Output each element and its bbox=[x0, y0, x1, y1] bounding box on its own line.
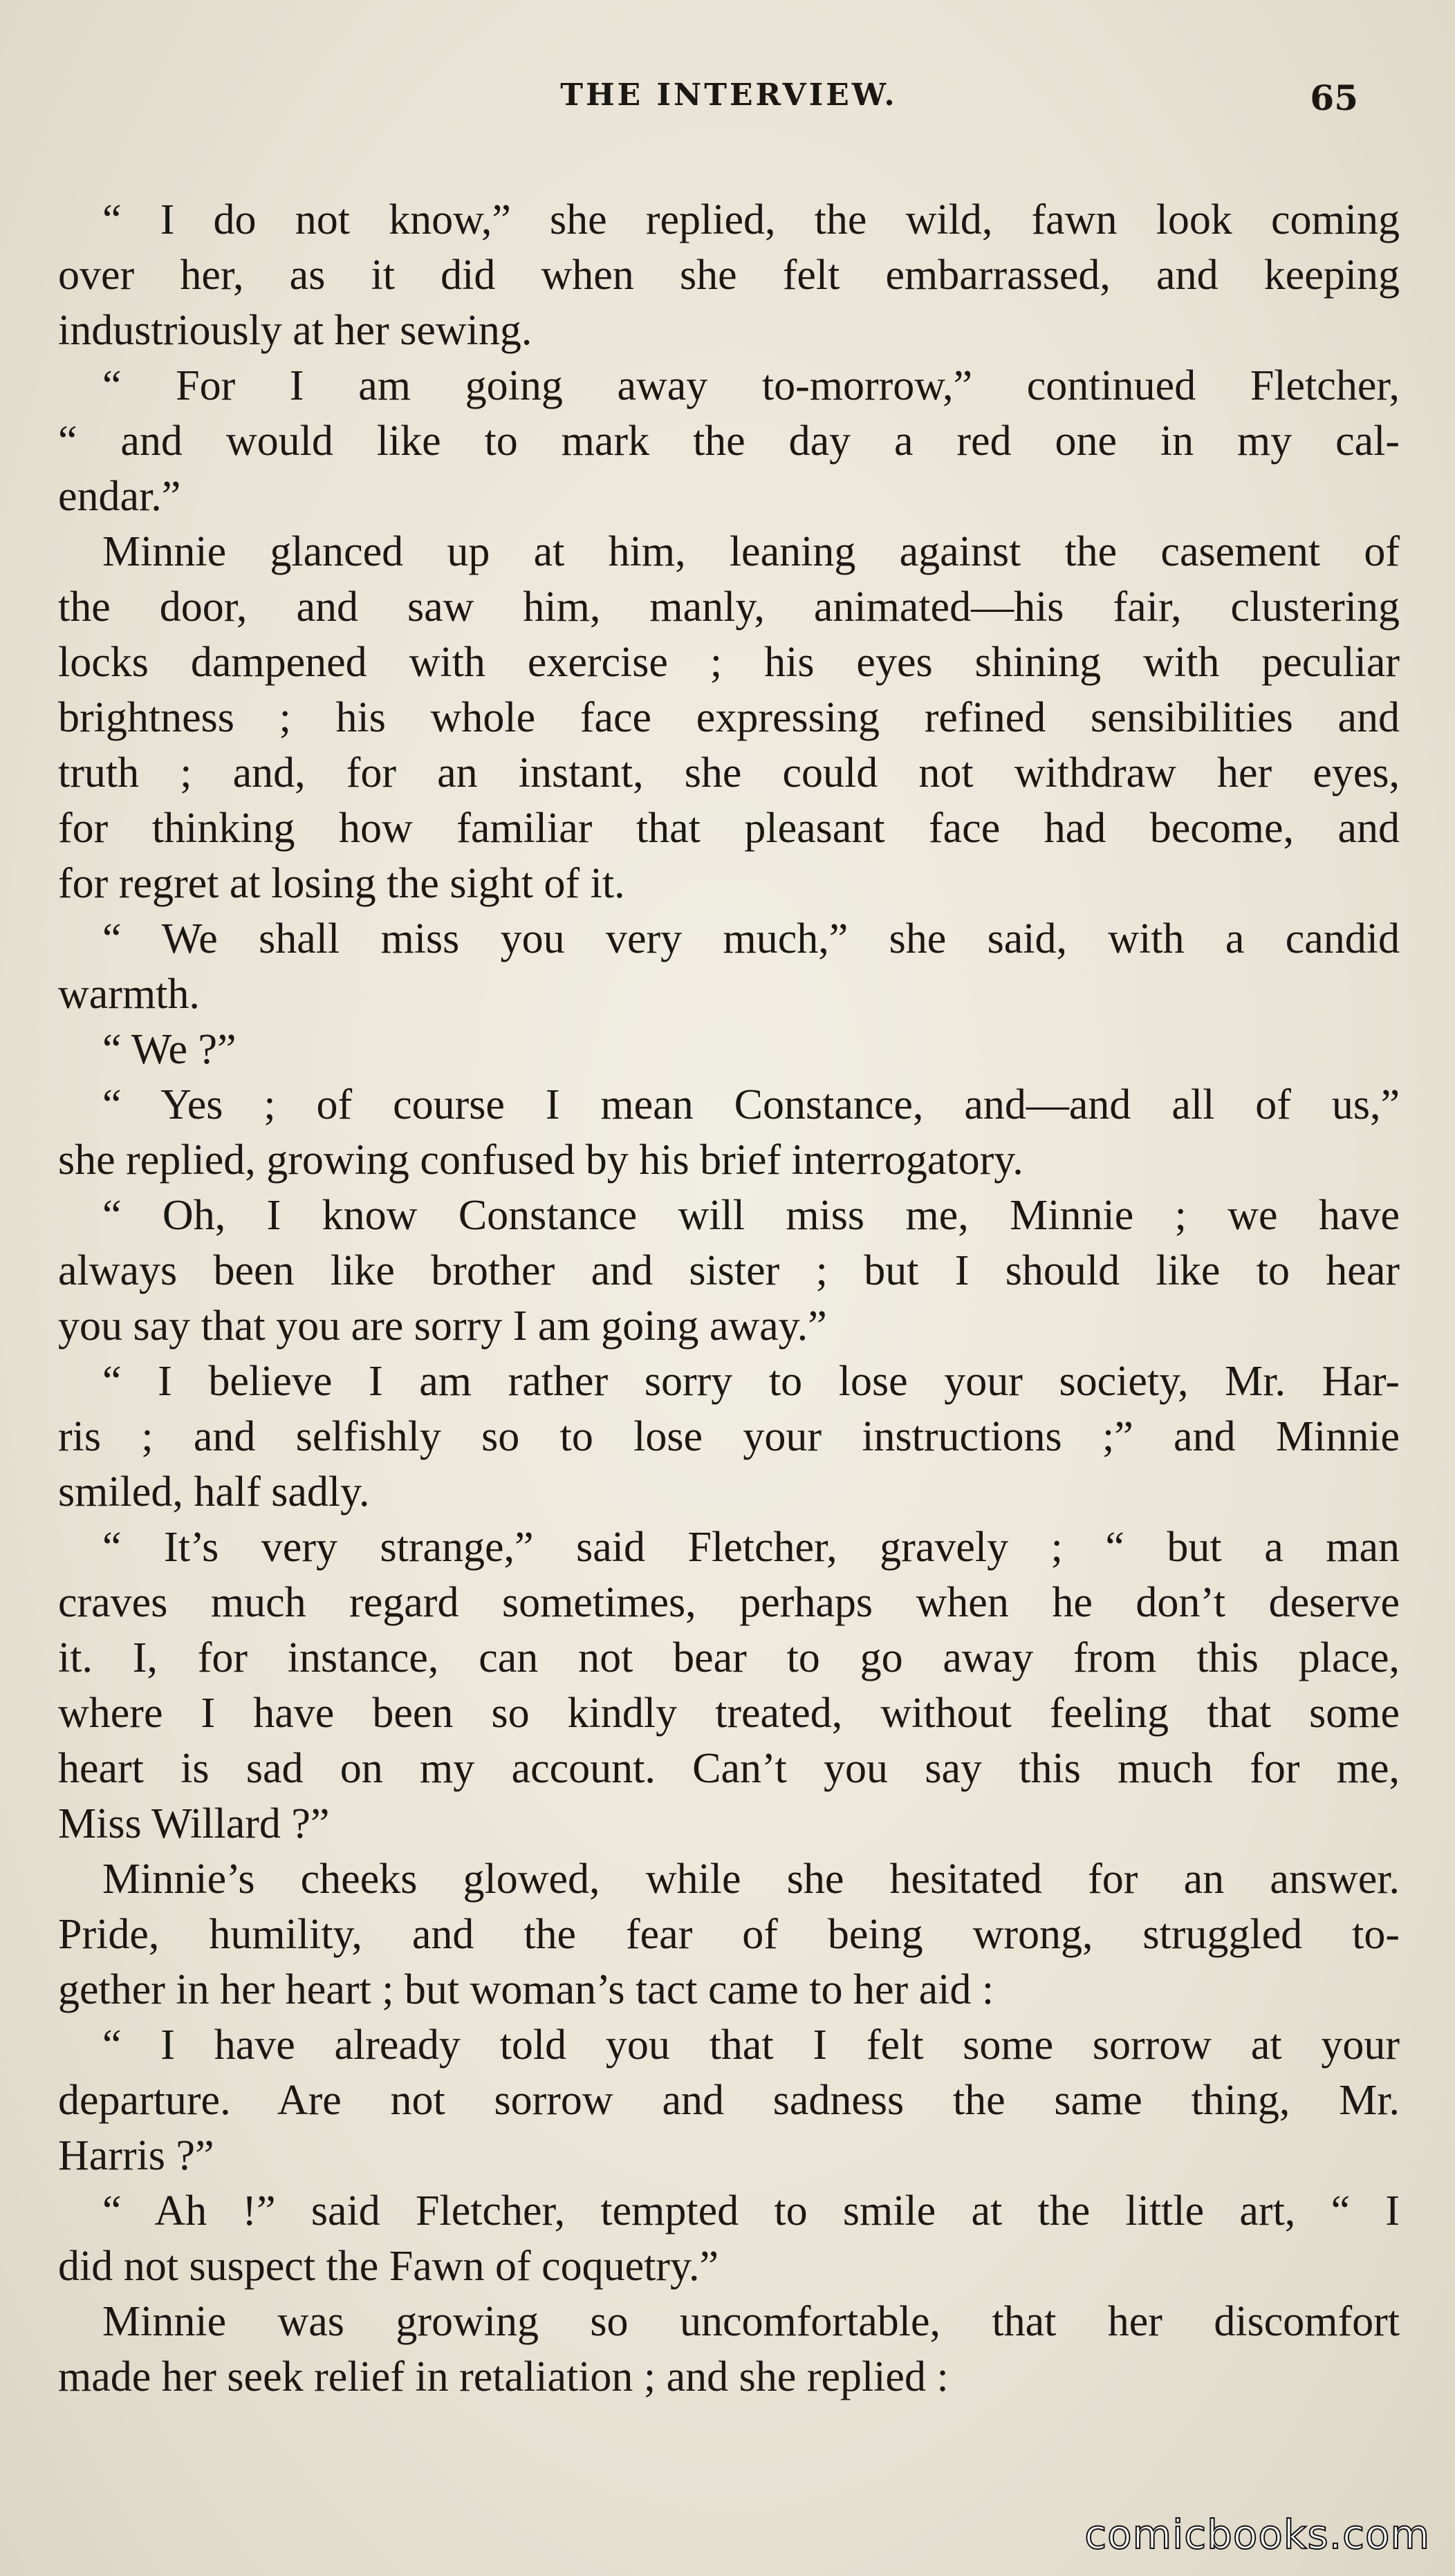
running-title: THE INTERVIEW. bbox=[560, 77, 898, 113]
text-line: “ Yes ; of course I mean Constance, and—and all of us,” bbox=[102, 1081, 1400, 1128]
text-line: craves much regard sometimes, perhaps when he don’t deserve bbox=[58, 1579, 1400, 1626]
text-line: “ and would like to mark the day a red one in my cal- bbox=[58, 418, 1400, 465]
text-line: for thinking how familiar that pleasant face had become, and bbox=[58, 805, 1400, 852]
page-number: 65 bbox=[1310, 77, 1358, 118]
text-line: “ I have already told you that I felt some sorrow at your bbox=[102, 2022, 1400, 2069]
text-line: Minnie was growing so uncomfortable, that her discomfort bbox=[102, 2298, 1400, 2345]
text-line: warmth. bbox=[58, 971, 200, 1018]
text-line: Pride, humility, and the fear of being wrong, struggled to- bbox=[58, 1911, 1400, 1958]
text-line: the door, and saw him, manly, animated—his fair, clustering bbox=[58, 584, 1400, 631]
text-line: she replied, growing confused by his brief interrogatory. bbox=[58, 1137, 1023, 1184]
text-line: “ Ah !” said Fletcher, tempted to smile at the little art, “ I bbox=[102, 2187, 1400, 2234]
text-line: industriously at her sewing. bbox=[58, 307, 532, 354]
text-line: endar.” bbox=[58, 473, 181, 520]
watermark-text: comicbooks.com bbox=[1084, 2511, 1430, 2558]
text-line: “ It’s very strange,” said Fletcher, gravely ; “ but a man bbox=[102, 1524, 1400, 1571]
text-line: departure. Are not sorrow and sadness the same thing, Mr. bbox=[58, 2077, 1400, 2124]
text-line: did not suspect the Fawn of coquetry.” bbox=[58, 2243, 719, 2290]
text-line: ris ; and selfishly so to lose your instructions ;” and Minnie bbox=[58, 1413, 1400, 1460]
text-line: smiled, half sadly. bbox=[58, 1468, 370, 1515]
text-line: Minnie glanced up at him, leaning against the casement of bbox=[102, 528, 1400, 575]
text-line: “ I do not know,” she replied, the wild, fawn look coming bbox=[102, 196, 1400, 243]
text-line: where I have been so kindly treated, without feeling that some bbox=[58, 1690, 1400, 1737]
text-line: truth ; and, for an instant, she could not withdraw her eyes, bbox=[58, 749, 1400, 796]
page-header bbox=[58, 77, 1400, 133]
text-line: it. I, for instance, can not bear to go away from this place, bbox=[58, 1634, 1400, 1681]
text-line: “ Oh, I know Constance will miss me, Minnie ; we have bbox=[102, 1192, 1400, 1239]
text-line: “ We ?” bbox=[102, 1026, 237, 1073]
text-line: “ For I am going away to-morrow,” continued Fletcher, bbox=[102, 362, 1400, 409]
text-line: brightness ; his whole face expressing refined sensibilities and bbox=[58, 694, 1400, 741]
body-text bbox=[58, 192, 1400, 2405]
text-line: heart is sad on my account. Can’t you say this much for me, bbox=[58, 1745, 1400, 1792]
text-line: Harris ?” bbox=[58, 2132, 214, 2179]
text-line: gether in her heart ; but woman’s tact came to her aid : bbox=[58, 1966, 994, 2013]
text-line: always been like brother and sister ; but I should like to hear bbox=[58, 1247, 1400, 1294]
text-line: locks dampened with exercise ; his eyes shining with peculiar bbox=[58, 639, 1400, 686]
text-line: made her seek relief in retaliation ; and she replied : bbox=[58, 2353, 949, 2400]
text-line: “ We shall miss you very much,” she said, with a candid bbox=[102, 915, 1400, 962]
text-line: over her, as it did when she felt embarrassed, and keeping bbox=[58, 252, 1400, 299]
text-line: Minnie’s cheeks glowed, while she hesitated for an answer. bbox=[102, 1856, 1400, 1903]
text-line: “ I believe I am rather sorry to lose your society, Mr. Har- bbox=[102, 1358, 1400, 1405]
text-line: you say that you are sorry I am going away.” bbox=[58, 1303, 827, 1350]
text-line: Miss Willard ?” bbox=[58, 1800, 330, 1847]
text-line: for regret at losing the sight of it. bbox=[58, 860, 625, 907]
